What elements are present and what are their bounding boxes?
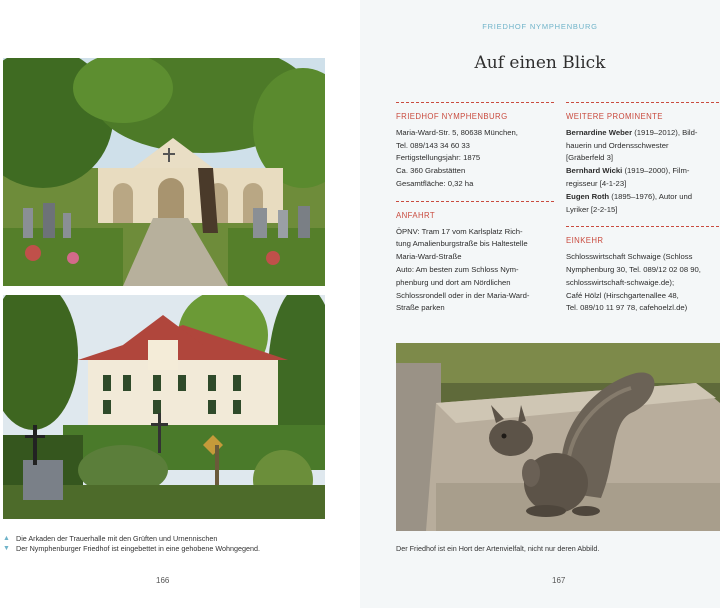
- prominent-entry: Bernhard Wicki (1919–2000), Film-: [566, 166, 690, 176]
- up-triangle-icon: ▲: [3, 535, 10, 542]
- caption-bottom: [3, 544, 353, 554]
- info-column-right: [566, 98, 720, 315]
- page-number-left: 166: [156, 576, 170, 585]
- info-line: tung Amalienburgstraße bis Haltestelle: [396, 239, 528, 249]
- squirrel-caption: Der Friedhof ist ein Hort der Artenvielfalt, nicht nur deren Abbild.: [396, 544, 600, 553]
- section-heading-anfahrt: ANFAHRT: [396, 210, 436, 220]
- info-line: Nymphenburg 30, Tel. 089/12 02 08 90,: [566, 264, 701, 274]
- info-line: Schlosswirtschaft Schwaige (Schloss: [566, 252, 693, 262]
- section-divider: [566, 226, 720, 232]
- prominent-entry: [Gräberfeld 3]: [566, 153, 614, 163]
- section-divider: [566, 102, 720, 108]
- info-line: Auto: Am besten zum Schloss Nym-: [396, 264, 519, 274]
- section-heading-einkehr: EINKEHR: [566, 236, 604, 246]
- info-line: Fertigstellungsjahr: 1875: [396, 153, 481, 163]
- info-line: Ca. 360 Grabstätten: [396, 166, 466, 176]
- caption-top-text: Die Arkaden der Trauerhalle mit den Grüften und Urnennischen: [16, 534, 218, 543]
- caption-bottom-text: Der Nymphenburger Friedhof ist eingebettet in eine gehobene Wohngegend.: [16, 544, 261, 553]
- info-line: Gesamtfläche: 0,32 ha: [396, 178, 474, 188]
- running-head: FRIEDHOF NYMPHENBURG: [482, 22, 598, 31]
- photo-captions: [3, 534, 353, 554]
- section-heading-prominente: WEITERE PROMINENTE: [566, 112, 663, 121]
- squirrel-sculpture-photo: [396, 343, 720, 531]
- info-line: Tel. 089/143 34 60 33: [396, 140, 470, 150]
- section-heading-friedhof: FRIEDHOF NYMPHENBURG: [396, 112, 508, 121]
- cemetery-hall-photo: [3, 58, 325, 286]
- right-page: [360, 0, 720, 608]
- prominent-entry: regisseur [4-1-23]: [566, 178, 627, 188]
- info-line: Tel. 089/10 11 97 78, cafehoelzl.de): [566, 303, 688, 313]
- caption-top: [3, 534, 353, 544]
- down-triangle-icon: ▼: [3, 545, 10, 552]
- info-line: ÖPNV: Tram 17 vom Karlsplatz Rich-: [396, 226, 523, 236]
- page-number-right: 167: [552, 576, 566, 585]
- section-divider: [396, 201, 554, 207]
- prominent-entry: Eugen Roth (1895–1976), Autor und: [566, 191, 693, 201]
- info-line: Café Hölzl (Hirschgartenallee 48,: [566, 290, 679, 300]
- prominent-entry: Lyriker [2-2-15]: [566, 204, 618, 214]
- info-line: phenburg und dort am Nördlichen: [396, 277, 511, 287]
- prominent-entry: Bernardine Weber (1919–2012), Bild-: [566, 127, 698, 137]
- section-divider: [396, 102, 554, 108]
- page-title: Auf einen Blick: [474, 53, 606, 73]
- info-line: Maria-Ward-Str. 5, 80638 München,: [396, 127, 518, 137]
- prominent-entry: hauerin und Ordensschwester: [566, 140, 669, 150]
- info-line: Schlossrondell oder in der Maria-Ward-: [396, 290, 530, 300]
- info-line: Straße parken: [396, 303, 445, 313]
- info-line: schlosswirtschaft-schwaige.de);: [566, 277, 675, 287]
- info-column-left: [396, 98, 554, 315]
- info-line: Maria-Ward-Straße: [396, 252, 462, 262]
- villa-and-graves-photo: [3, 295, 325, 519]
